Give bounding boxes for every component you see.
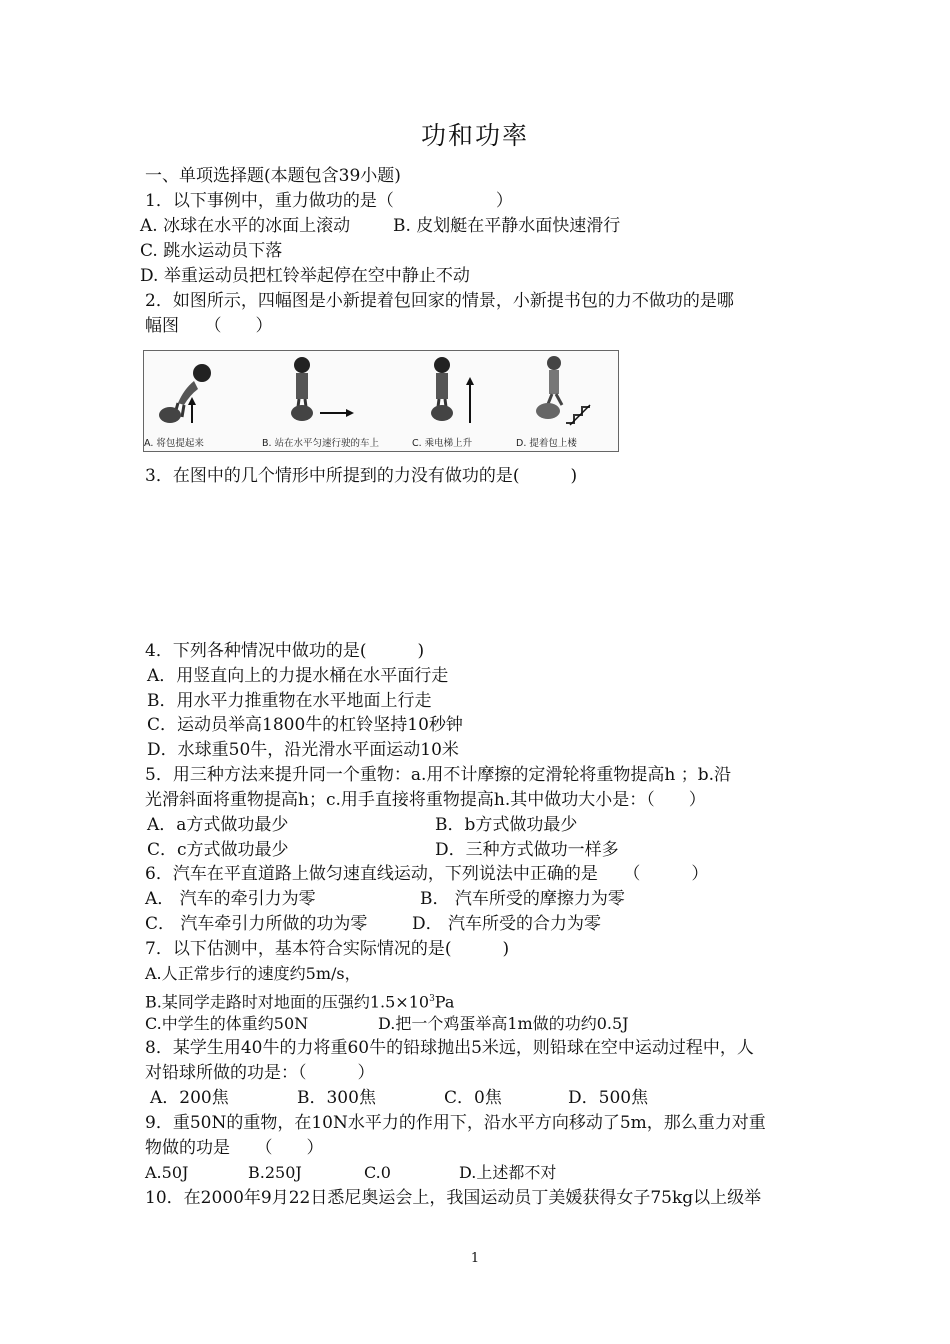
question-5-option-a: A．a方式做功最少 — [147, 815, 289, 835]
question-4-option-c: C．运动员举高1800牛的杠铃坚持10秒钟 — [147, 715, 463, 735]
question-6-stem: 6．汽车在平直道路上做匀速直线运动，下列说法中正确的是 （ ） — [145, 864, 709, 884]
question-5-stem-line2: 光滑斜面将重物提高h；c.用手直接将重物提高h.其中做功大小是：（ ） — [145, 790, 706, 810]
question-1-option-d: D. 举重运动员把杠铃举起停在空中静止不动 — [140, 266, 470, 286]
question-7-option-a: A.人正常步行的速度约5m/s， — [145, 964, 361, 983]
question-2-stem-line1: 2．如图所示，四幅图是小新提着包回家的情景，小新提书包的力不做功的是哪 — [145, 291, 734, 311]
question-5-option-d: D．三种方式做功一样多 — [435, 840, 619, 860]
section-heading: 一、单项选择题(本题包含39小题) — [145, 166, 401, 186]
figure-caption-c: C. 乘电梯上升 — [412, 438, 473, 449]
question-5-option-b: B．b方式做功最少 — [435, 815, 578, 835]
question-8-option-a: A．200焦 — [150, 1088, 229, 1108]
question-9-stem-line1: 9．重50N的重物，在10N水平力的作用下，沿水平方向移动了5m，那么重力对重 — [145, 1113, 766, 1133]
question-8-option-b: B．300焦 — [297, 1088, 376, 1108]
question-9-option-c: C.0 — [364, 1163, 391, 1182]
question-3-stem: 3．在图中的几个情形中所提到的力没有做功的是( ) — [145, 466, 578, 486]
question-8-option-d: D．500焦 — [568, 1088, 649, 1108]
question-7-option-b — [145, 988, 454, 1013]
person-in-elevator-icon — [412, 351, 516, 433]
question-7-option-b-text: B.某同学走路时对地面的压强约1.5×10 — [145, 992, 430, 1012]
question-8-option-c: C．0焦 — [444, 1088, 502, 1108]
question-10-stem: 10．在2000年9月22日悉尼奥运会上，我国运动员丁美媛获得女子75kg以上级举 — [145, 1188, 762, 1208]
person-climbing-stairs-icon — [516, 351, 618, 433]
person-on-moving-cart-icon — [262, 351, 412, 433]
figure-panel-b — [262, 351, 412, 451]
question-7-option-d: D.把一个鸡蛋举高1m做的功约0.5J — [378, 1014, 629, 1033]
question-6-option-d: D． 汽车所受的合力为零 — [412, 914, 602, 934]
question-5-option-c: C．c方式做功最少 — [147, 840, 289, 860]
question-3-figure-area — [145, 490, 805, 630]
question-9-stem-line2: 物做的功是 （ ） — [145, 1138, 324, 1158]
question-7-option-b-exponent: 3 — [429, 994, 435, 1004]
question-1-option-a: A. 冰球在水平的冰面上滚动 — [140, 216, 351, 236]
page-number: 1 — [470, 1251, 480, 1266]
question-4-option-d: D．水球重50牛，沿光滑水平面运动10米 — [147, 740, 459, 760]
question-7-stem: 7．以下估测中，基本符合实际情况的是( ) — [145, 939, 510, 959]
figure-panel-d — [516, 351, 618, 451]
question-7-option-b-unit: Pa — [434, 992, 455, 1012]
question-4-stem: 4．下列各种情况中做功的是( ) — [145, 641, 425, 661]
figure-caption-a: A. 将包提起来 — [144, 438, 204, 449]
question-2-figure — [143, 350, 619, 452]
figure-caption-d: D. 提着包上楼 — [516, 438, 577, 449]
figure-panel-c — [412, 351, 516, 451]
question-4-option-a: A．用竖直向上的力提水桶在水平面行走 — [147, 666, 449, 686]
question-5-stem-line1: 5．用三种方法来提升同一个重物：a.用不计摩擦的定滑轮将重物提高h ；b.沿 — [145, 765, 731, 785]
question-2-stem-line2: 幅图 （ ） — [145, 316, 273, 336]
page-title: 功和功率 — [420, 121, 529, 150]
question-9-option-d: D.上述都不对 — [459, 1163, 557, 1182]
question-4-option-b: B．用水平力推重物在水平地面上行走 — [147, 691, 432, 711]
question-1-stem: 1．以下事例中，重力做功的是（ ） — [145, 191, 513, 211]
question-7-option-c: C.中学生的体重约50N — [145, 1014, 309, 1033]
question-9-option-b: B.250J — [248, 1163, 302, 1182]
question-6-option-b: B． 汽车所受的摩擦力为零 — [420, 889, 625, 909]
question-1-option-b: B. 皮划艇在平静水面快速滑行 — [393, 216, 621, 236]
question-6-option-c: C． 汽车牵引力所做的功为零 — [145, 914, 368, 934]
figure-caption-b: B. 站在水平匀速行驶的车上 — [262, 438, 380, 449]
person-lifting-bag-icon — [144, 351, 262, 433]
question-1-option-c: C. 跳水运动员下落 — [140, 241, 283, 261]
question-8-stem-line1: 8．某学生用40牛的力将重60牛的铅球抛出5米远，则铅球在空中运动过程中，人 — [145, 1038, 754, 1058]
question-9-option-a: A.50J — [145, 1163, 189, 1182]
question-6-option-a: A． 汽车的牵引力为零 — [145, 889, 316, 909]
figure-panel-a — [144, 351, 262, 451]
question-8-stem-line2: 对铅球所做的功是：（ ） — [145, 1063, 375, 1083]
